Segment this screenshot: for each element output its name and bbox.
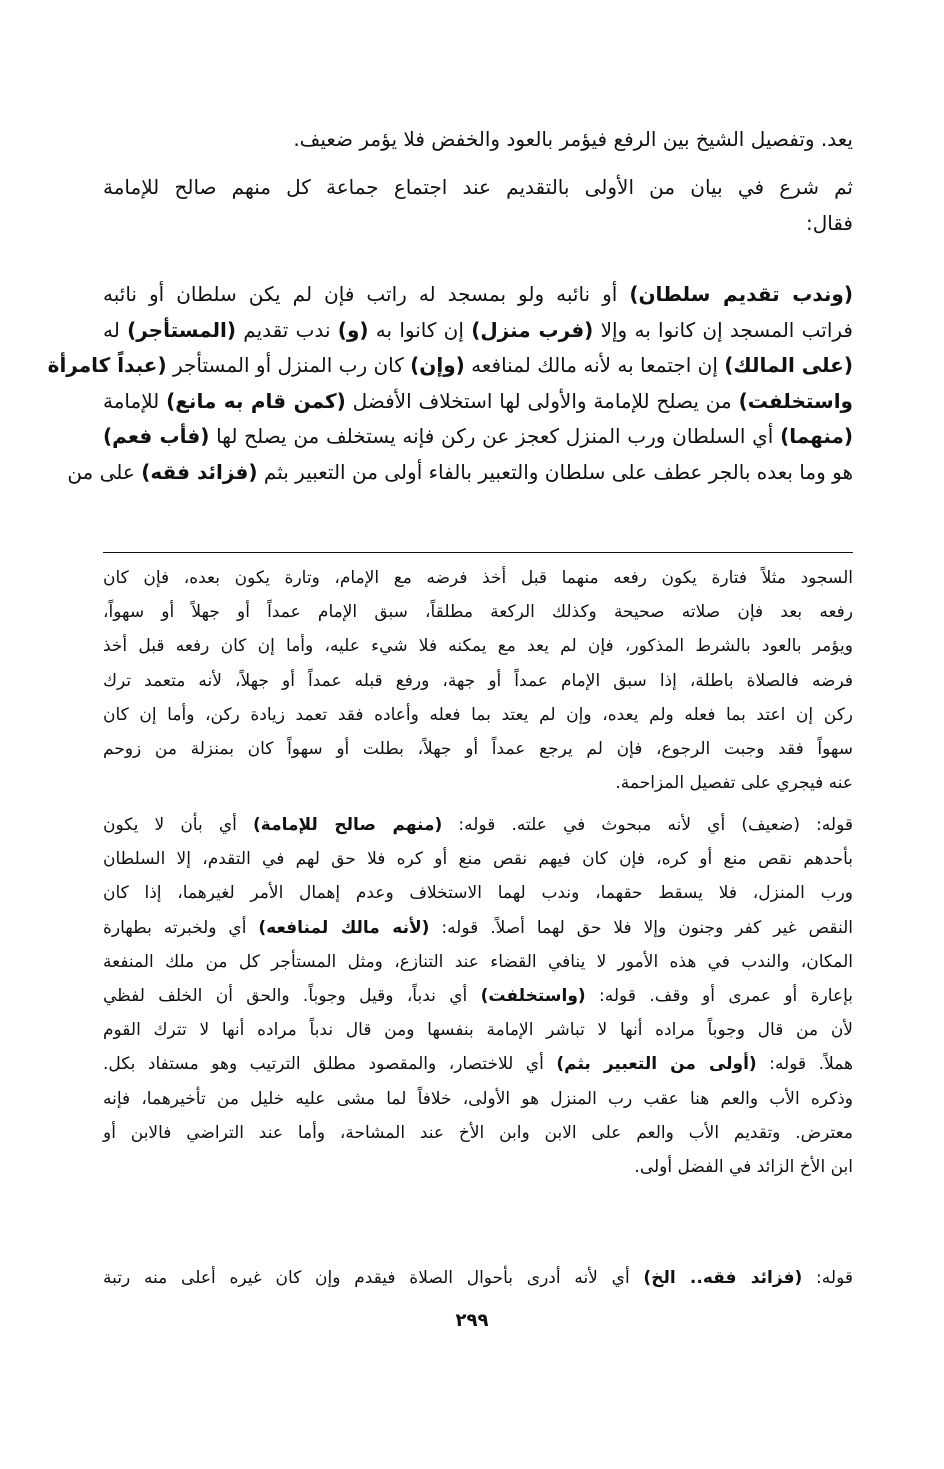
text-segment: النقص غير كفر وجنون وإلا فلا حق لهما أصلاً. قوله: bbox=[429, 917, 853, 938]
bold-matn-segment: (منهما) bbox=[780, 424, 854, 448]
text-line bbox=[103, 561, 853, 595]
main-paragraph-1 bbox=[103, 122, 853, 158]
text-segment: السجود مثلاً فتارة يكون رفعه منهما قبل أخذ فرضه مع الإمام، وتارة يكون بعده، فإن كان bbox=[103, 568, 853, 588]
bold-matn-segment: (وندب تقديم سلطان) bbox=[629, 282, 853, 306]
text-line bbox=[67, 455, 853, 491]
text-line bbox=[103, 945, 853, 979]
bold-matn-segment: (وإن) bbox=[410, 353, 465, 377]
bold-matn-segment: (عبداً كامرأة bbox=[47, 353, 167, 377]
text-line bbox=[103, 876, 853, 910]
text-segment: لأن من قال وجوباً مراده أنها لا تباشر الإمامة بنفسها ومن قال ندباً مراده أنها لا تترك القوم bbox=[103, 1020, 853, 1041]
text-line bbox=[103, 206, 853, 242]
text-segment: قوله: bbox=[802, 1268, 853, 1288]
text-segment: إن كانوا به bbox=[368, 317, 472, 342]
text-line bbox=[103, 911, 853, 945]
text-segment: أي السلطان ورب المنزل كعجز عن ركن فإنه يستخلف من يصلح لها bbox=[209, 424, 781, 448]
text-segment: عنه فيجري على تفصيل المزاحمة. bbox=[615, 773, 853, 794]
text-segment: بإعارة أو عمرى أو وقف. قوله: bbox=[585, 986, 853, 1007]
text-segment: ندب تقديم bbox=[236, 317, 338, 342]
text-line bbox=[103, 1013, 853, 1047]
footnote-paragraph-1 bbox=[103, 561, 853, 800]
text-line bbox=[103, 732, 853, 766]
text-segment: له bbox=[103, 317, 128, 342]
text-line bbox=[103, 842, 853, 876]
text-segment: المكان، والندب في هذه الأمور لا ينافي القضاء عند التنازع، ومثل المستأجر كل من ملك المنفعة bbox=[103, 951, 853, 972]
text-line bbox=[103, 766, 853, 800]
text-segment: للإمامة bbox=[103, 388, 167, 413]
text-segment: فقال: bbox=[805, 210, 853, 235]
text-line bbox=[103, 122, 853, 158]
bold-matn-segment: (كمن قام به مانع) bbox=[166, 388, 346, 413]
text-line bbox=[103, 1082, 853, 1116]
text-line bbox=[103, 1116, 853, 1150]
bold-matn-segment: (لأنه مالك لمنافعه) bbox=[258, 917, 430, 938]
bold-matn-segment: (على المالك) bbox=[724, 353, 853, 377]
footnote-paragraph-3 bbox=[103, 1261, 853, 1295]
text-segment: من يصلح للإمامة والأولى لها استخلاف الأفضل bbox=[345, 388, 739, 413]
text-segment: ابن الأخ الزائد في الفضل أولى. bbox=[634, 1157, 853, 1178]
bold-matn-segment: (فأب فعم) bbox=[103, 424, 210, 448]
text-segment: إن اجتمعا به لأنه مالك لمنافعه bbox=[464, 353, 725, 377]
text-segment: على من bbox=[67, 459, 142, 484]
text-segment: فراتب المسجد إن كانوا به وإلا bbox=[593, 317, 853, 342]
text-segment: رفعه بعد فإن صلاته صحيحة وكذلك الركعة مطلقاً، سبق الإمام عمداً أو جهلاً أو سهواً، bbox=[103, 602, 853, 623]
text-segment: قوله: (ضعيف) أي لأنه مبحوث في علته. قوله: bbox=[442, 815, 854, 835]
text-segment: هملاً. قوله: bbox=[756, 1054, 854, 1075]
text-line bbox=[103, 313, 853, 349]
footnote-separator-rule bbox=[103, 552, 853, 553]
text-line bbox=[103, 698, 853, 732]
text-line bbox=[103, 1047, 853, 1081]
text-line bbox=[103, 384, 853, 420]
main-paragraph-2 bbox=[103, 170, 853, 241]
text-line bbox=[103, 595, 853, 629]
text-segment: ركن إن اعتد بما فعله ولم يعده، وإن لم يعتد بما فعله وأعاده فقد تعمد زيادة ركن، وأما إن كان bbox=[103, 704, 853, 725]
bold-matn-segment: واستخلفت) bbox=[738, 388, 853, 413]
text-line bbox=[103, 277, 853, 313]
text-line bbox=[103, 1261, 853, 1295]
text-line bbox=[103, 419, 853, 455]
bold-matn-segment: (منهم صالح للإمامة) bbox=[252, 815, 443, 835]
text-segment: هو وما بعده بالجر عطف على سلطان والتعبير بالفاء أولى من التعبير بثم bbox=[257, 459, 853, 484]
footnote-paragraph-2 bbox=[103, 808, 853, 1184]
main-paragraph-3 bbox=[47, 277, 854, 490]
text-line bbox=[47, 348, 853, 384]
text-line bbox=[103, 979, 853, 1013]
text-segment: يعد. وتفصيل الشيخ بين الرفع فيؤمر بالعود والخفض فلا يؤمر ضعيف. bbox=[293, 127, 853, 151]
bold-matn-segment: (فزائد فقه) bbox=[141, 459, 258, 484]
text-segment: ورب المنزل، فلا يسقط حقهما، وندب لهما الاستخلاف وعدم إهمال الأمر لغيرهما، إذا كان bbox=[103, 883, 853, 904]
text-segment: أي بأن لا يكون bbox=[103, 815, 253, 835]
text-segment: معترض. وتقديم الأب والعم على الابن وابن الأخ عند المشاحة، وأما عند التراضي فالابن أو bbox=[103, 1122, 853, 1143]
text-segment: أي ولخبرته بطهارة bbox=[103, 917, 259, 938]
text-line bbox=[103, 170, 853, 206]
text-segment: كان رب المنزل أو المستأجر bbox=[166, 353, 411, 377]
text-line bbox=[103, 664, 853, 698]
text-segment: بأحدهم نقص منع أو كره، فإن كان فيهم نقص منع أو كره فلا حق لهم في التقدم، إلا السلطان bbox=[103, 849, 853, 870]
text-line bbox=[103, 808, 853, 842]
page-number: ٢٩٩ bbox=[455, 1310, 489, 1331]
text-segment: أو نائبه ولو بمسجد له راتب فإن لم يكن سلطان أو نائبه bbox=[103, 282, 630, 306]
text-line bbox=[103, 629, 853, 663]
text-segment: أي لأنه أدرى بأحوال الصلاة فيقدم وإن كان غيره أعلى منه رتبة bbox=[103, 1268, 644, 1288]
text-line bbox=[103, 1150, 853, 1184]
bold-matn-segment: (فزائد فقه.. الخ) bbox=[643, 1268, 803, 1288]
text-segment: أي للاختصار، والمقصود مطلق الترتيب وهو مستفاد بكل. bbox=[103, 1054, 557, 1075]
bold-matn-segment: (المستأجر) bbox=[127, 317, 237, 342]
bold-matn-segment: (أولى من التعبير بثم) bbox=[556, 1054, 757, 1075]
text-segment: ويؤمر بالعود بالشرط المذكور، فإن لم يعد مع يمكنه فلا شيء عليه، وأما إن كان رفعه قبل أخذ bbox=[103, 636, 853, 657]
text-segment: وذكره الأب والعم هنا عقب رب المنزل هو الأولى، خلافاً لما مشى عليه خليل من تأخيرهما، فإنه bbox=[103, 1088, 853, 1109]
text-segment: أي ندباً، وقيل وجوباً. والحق أن الخلف لفظي bbox=[103, 986, 481, 1007]
text-segment: سهواً فقد وجبت الرجوع، فإن لم يرجع عمداً أو جهلاً، بطلت أو سهواً كان بمنزلة من زوحم bbox=[103, 739, 853, 760]
bold-matn-segment: (فرب منزل) bbox=[471, 317, 594, 342]
bold-matn-segment: (واستخلفت) bbox=[480, 986, 586, 1007]
text-segment: ثم شرع في بيان من الأولى بالتقديم عند اجتماع جماعة كل منهم صالح للإمامة bbox=[103, 175, 853, 199]
text-segment: فرضه فالصلاة باطلة، إذا سبق الإمام عمداً أو جهة، ورفع قبله عمداً أو جهلاً، لأنه متعمد ترك bbox=[103, 670, 853, 691]
bold-matn-segment: (و) bbox=[337, 317, 369, 342]
